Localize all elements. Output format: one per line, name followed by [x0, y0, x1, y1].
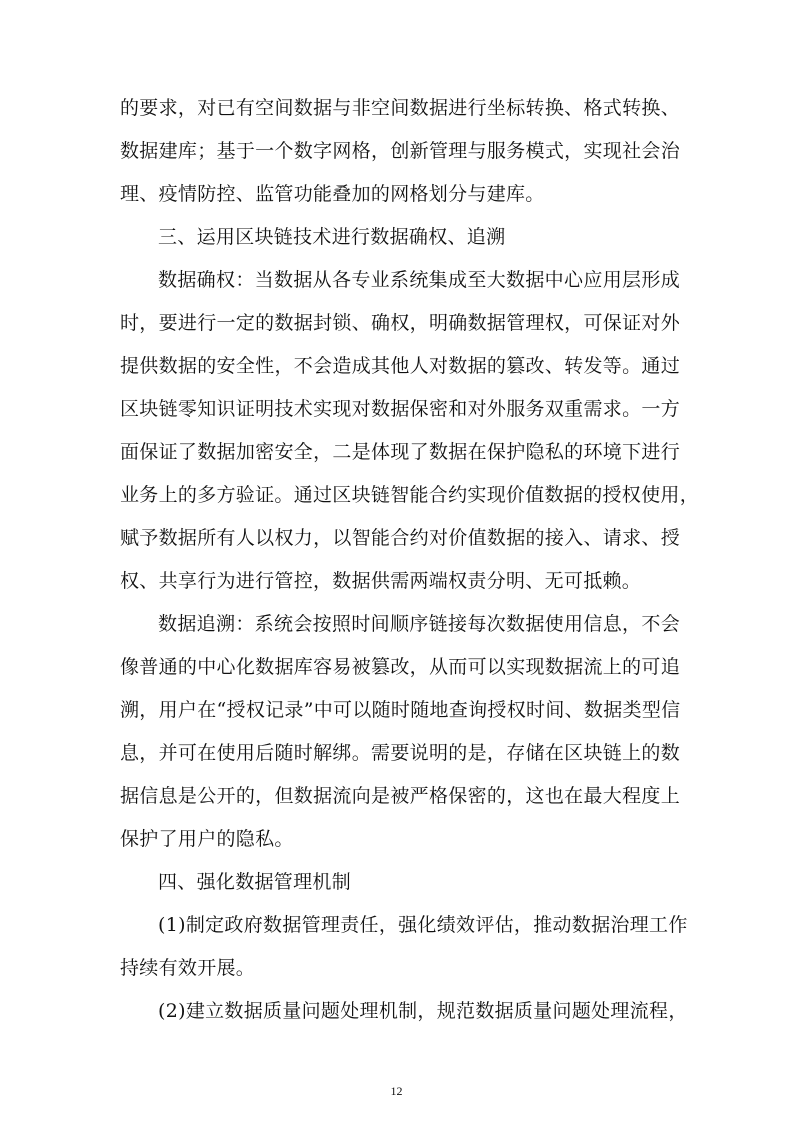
paragraph-line: 理、疫情防控、监管功能叠加的网格划分与建库。 [120, 183, 545, 205]
paragraph-line: (2)建立数据质量问题处理机制，规范数据质量问题处理流程， [158, 1000, 688, 1022]
paragraph-line: 提供数据的安全性，不会造成其他人对数据的篡改、转发等。通过 [120, 355, 680, 377]
paragraph-line: 据信息是公开的，但数据流向是被严格保密的，这也在最大程度上 [120, 785, 680, 807]
section-heading: 三、运用区块链技术进行数据确权、追溯 [158, 226, 506, 248]
paragraph-line: 的要求，对已有空间数据与非空间数据进行坐标转换、格式转换、 [120, 97, 680, 119]
paragraph-line: 赋予数据所有人以权力，以智能合约对价值数据的接入、请求、授 [120, 527, 680, 549]
paragraph-line: 区块链零知识证明技术实现对数据保密和对外服务双重需求。一方 [120, 398, 680, 420]
paragraph-line: 数据追溯：系统会按照时间顺序链接每次数据使用信息，不会 [158, 613, 680, 635]
page-number: 12 [390, 1084, 403, 1098]
paragraph-line: 数据确权：当数据从各专业系统集成至大数据中心应用层形成 [158, 269, 680, 291]
paragraph-line: 持续有效开展。 [120, 957, 256, 979]
paragraph-line: 像普通的中心化数据库容易被篡改，从而可以实现数据流上的可追 [120, 656, 680, 678]
paragraph-line: 面保证了数据加密安全，二是体现了数据在保护隐私的环境下进行 [120, 441, 680, 463]
paragraph-line: 业务上的多方验证。通过区块链智能合约实现价值数据的授权使用， [120, 484, 700, 506]
paragraph-line: (1)制定政府数据管理责任，强化绩效评估，推动数据治理工作 [158, 914, 688, 936]
section-heading: 四、强化数据管理机制 [158, 871, 352, 893]
paragraph-line: 权、共享行为进行管控，数据供需两端权责分明、无可抵赖。 [120, 570, 642, 592]
paragraph-line: 数据建库；基于一个数字网格，创新管理与服务模式，实现社会治 [120, 140, 680, 162]
paragraph-line: 时，要进行一定的数据封锁、确权，明确数据管理权，可保证对外 [120, 312, 680, 334]
paragraph-line: 息，并可在使用后随时解绑。需要说明的是，存储在区块链上的数 [120, 742, 680, 764]
paragraph-line: 保护了用户的隐私。 [120, 828, 294, 850]
paragraph-line: 溯，用户在“授权记录”中可以随时随地查询授权时间、数据类型信 [120, 699, 681, 721]
